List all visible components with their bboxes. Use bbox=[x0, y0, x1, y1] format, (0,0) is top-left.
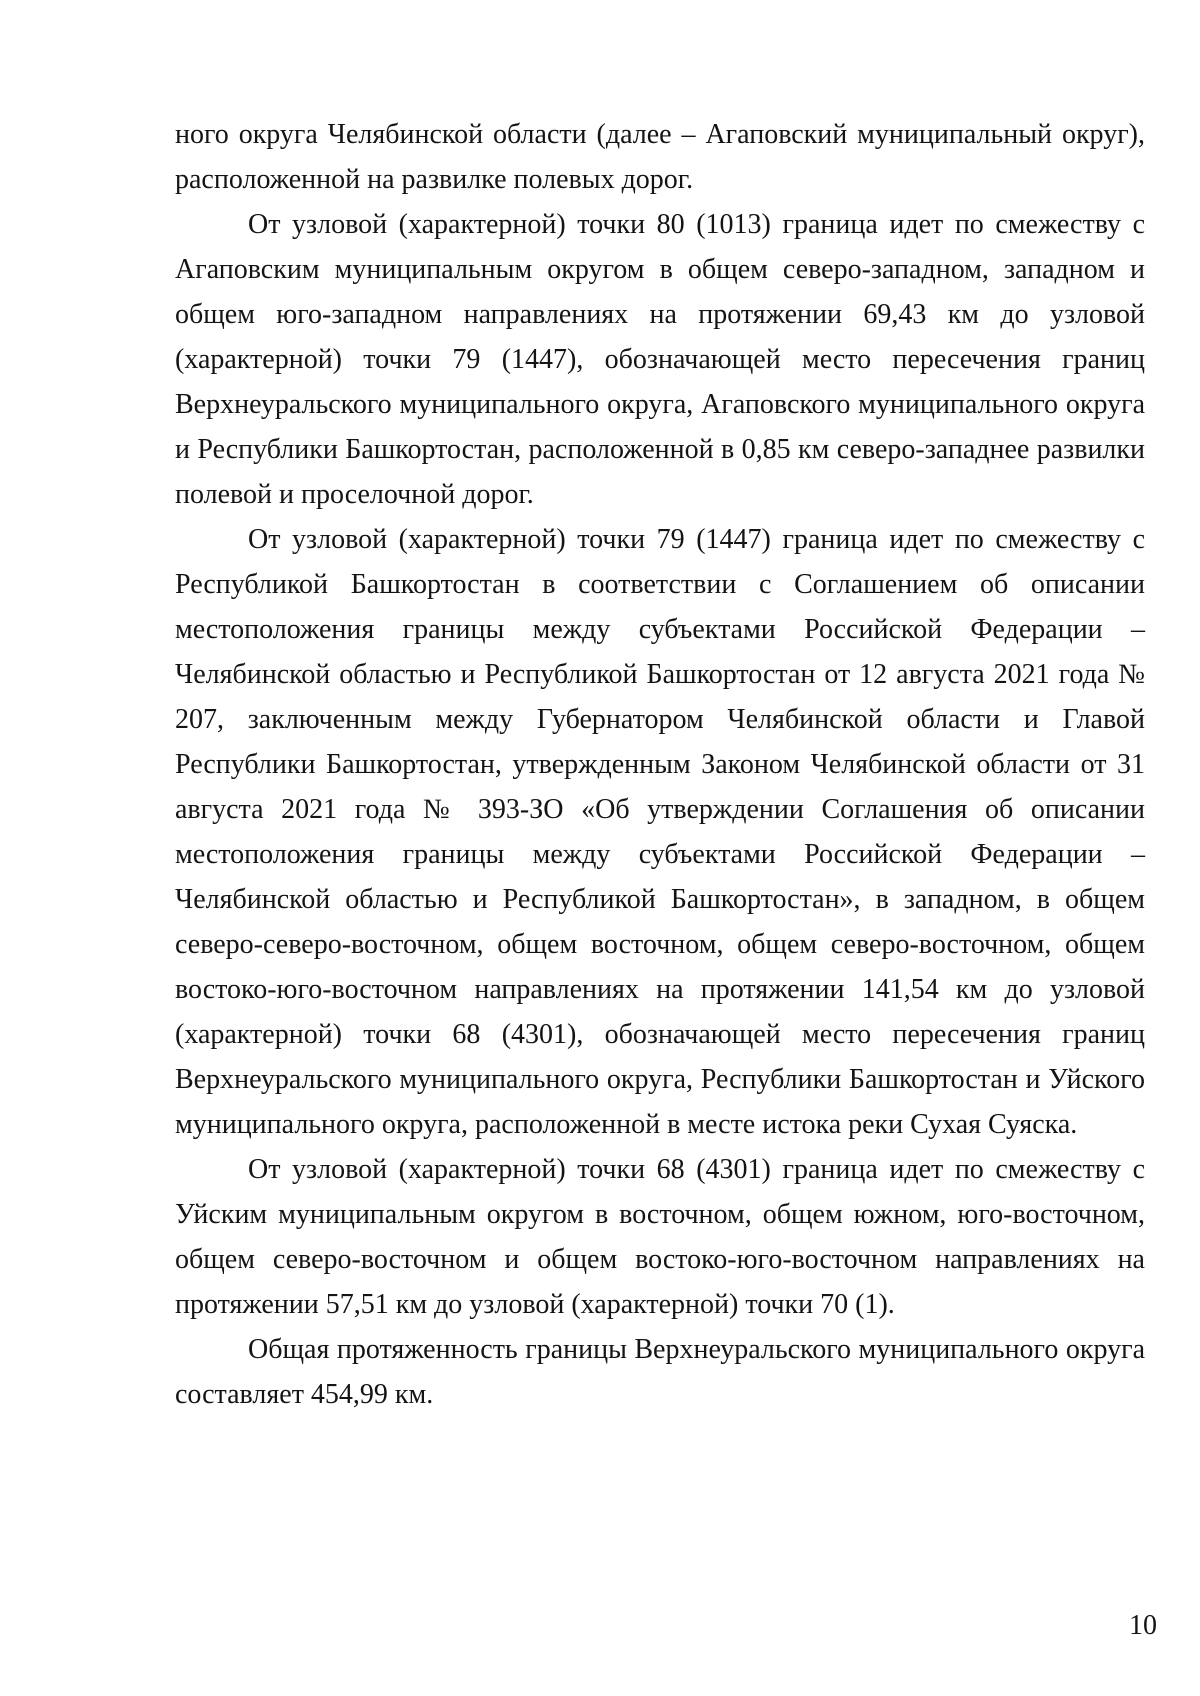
paragraph-uysky-boundary: От узловой (характерной) точки 68 (4301) граница идет по смежеству с Уйским муниципальным округом в восточном, общем южном, юго-восточном, общем северо-восточном и общем востоко-юго-восточном направлениях на протяжении 57,51 км до узловой (характерной) точки 70 (1). bbox=[175, 1154, 1145, 1320]
paragraph-continuation: ного округа Челябинской области (далее – Агаповский муниципальный округ), расположенной на развилке полевых дорог. bbox=[175, 119, 1145, 195]
paragraph-agapovsky-boundary: От узловой (характерной) точки 80 (1013) граница идет по смежеству с Агаповским муниципальным округом в общем северо-западном, западном и общем юго-западном направлениях на протяжении 69,43 км до узловой (характерной) точки 79 (1447), обозначающей место пересечения границ Верхнеуральского муниципального округа, Агаповского муниципального округа и Республики Башкортостан, расположенной в 0,85 км северо-западнее развилки полевой и проселочной дорог. bbox=[175, 209, 1145, 510]
paragraph-bashkortostan-boundary: От узловой (характерной) точки 79 (1447) граница идет по смежеству с Республикой Башкортостан в соответствии с Соглашением об описании местоположения границы между субъектами Российской Федерации – Челябинской областью и Республикой Башкортостан от 12 августа 2021 года № 207, заключенным между Губернатором Челябинской области и Главой Республики Башкортостан, утвержденным Законом Челябинской области от 31 августа 2021 года № 393-ЗО «Об утверждении Соглашения об описании местоположения границы между субъектами Российской Федерации – Челябинской областью и Республикой Башкортостан», в западном, в общем северо-северо-восточном, общем восточном, общем северо-восточном, общем востоко-юго-восточном направлениях на протяжении 141,54 км до узловой (характерной) точки 68 (4301), обозначающей место пересечения границ Верхнеуральского муниципального округа, Республики Башкортостан и Уйского муниципального округа, расположенной в месте истока реки Сухая Суяска. bbox=[175, 524, 1145, 1140]
paragraph-total-length: Общая протяженность границы Верхнеуральского муниципального округа составляет 454,99 км. bbox=[175, 1334, 1145, 1410]
document-body bbox=[175, 112, 1145, 1417]
page-number: 10 bbox=[1129, 1610, 1157, 1641]
